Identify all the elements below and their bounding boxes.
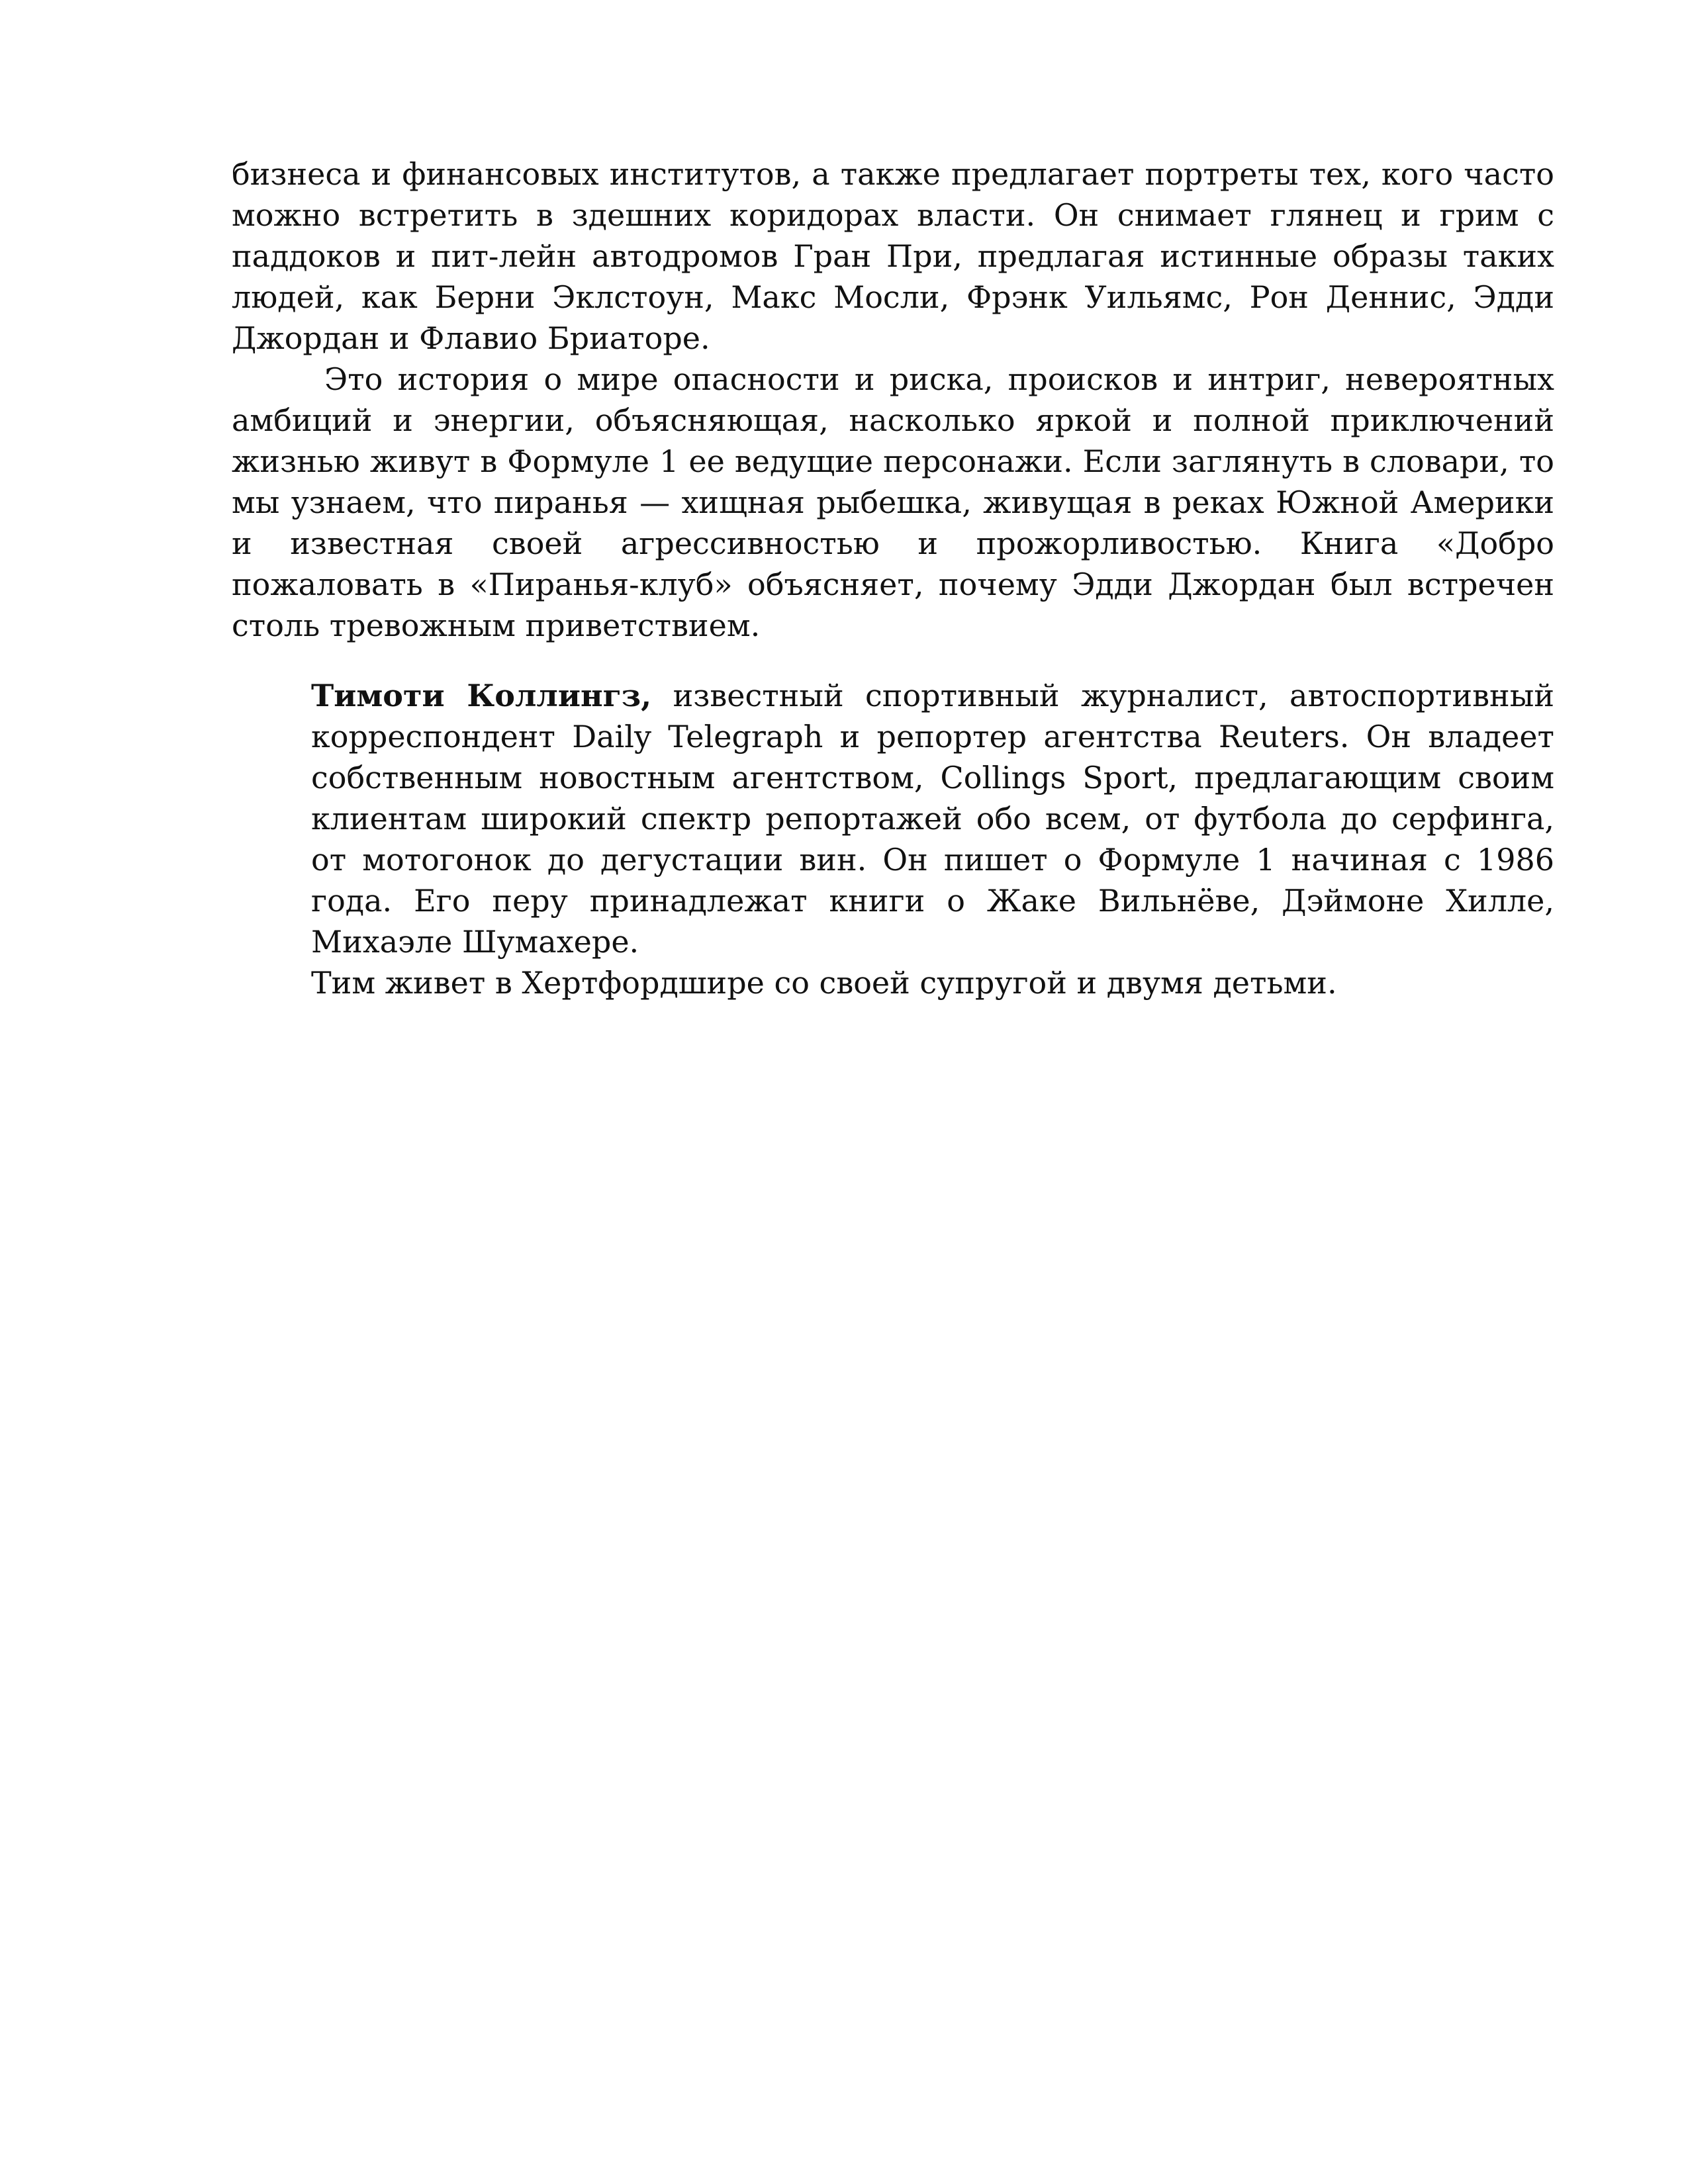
author-name: Тимоти Коллингз, (311, 678, 652, 713)
author-bio-text: известный спортивный журналист, автоспортивный корреспондент Daily Telegraph и репортер агентства Reuters. Он владеет собственным новостным агентством, Collings Sport, предлагающим своим клиентам широкий спектр репортажей обо всем, от футбола до серфинга, от мотогонок до дегустации вин. Он пишет о Формуле 1 начиная с 1986 года. Его перу принадлежат книги о Жаке Вильнёве, Дэймоне Хилле, Михаэле Шумахере. (311, 678, 1554, 960)
author-bio-block (311, 675, 1554, 1003)
author-family-line: Тим живет в Хертфордшире со своей супругой и двумя детьми. (311, 965, 1337, 1001)
paragraph-intro-continuation: бизнеса и финансовых институтов, а также предлагает портреты тех, кого часто можно встретить в здешних коридорах власти. Он снимает глянец и грим с паддоков и пит-лейн автодромов Гран При, предлагая истинные образы таких людей, как Берни Эклстоун, Макс Мосли, Фрэнк Уильямс, Рон Деннис, Эдди Джордан и Флавио Бриаторе. (232, 156, 1554, 356)
author-bio-paragraph (311, 675, 1554, 962)
paragraph-story-description: Это история о мире опасности и риска, происков и интриг, невероятных амбиций и энергии, объясняющая, насколько яркой и полной приключений жизнью живут в Формуле 1 ее ведущие персонажи. Если заглянуть в словари, то мы узнаем, что пиранья — хищная рыбешка, живущая в реках Южной Америки и известная своей агрессивностью и прожорливостью. Книга «Добро пожаловать в «Пиранья-клуб» объясняет, почему Эдди Джордан был встречен столь тревожным приветствием. (232, 361, 1554, 643)
main-text-block (232, 154, 1554, 646)
